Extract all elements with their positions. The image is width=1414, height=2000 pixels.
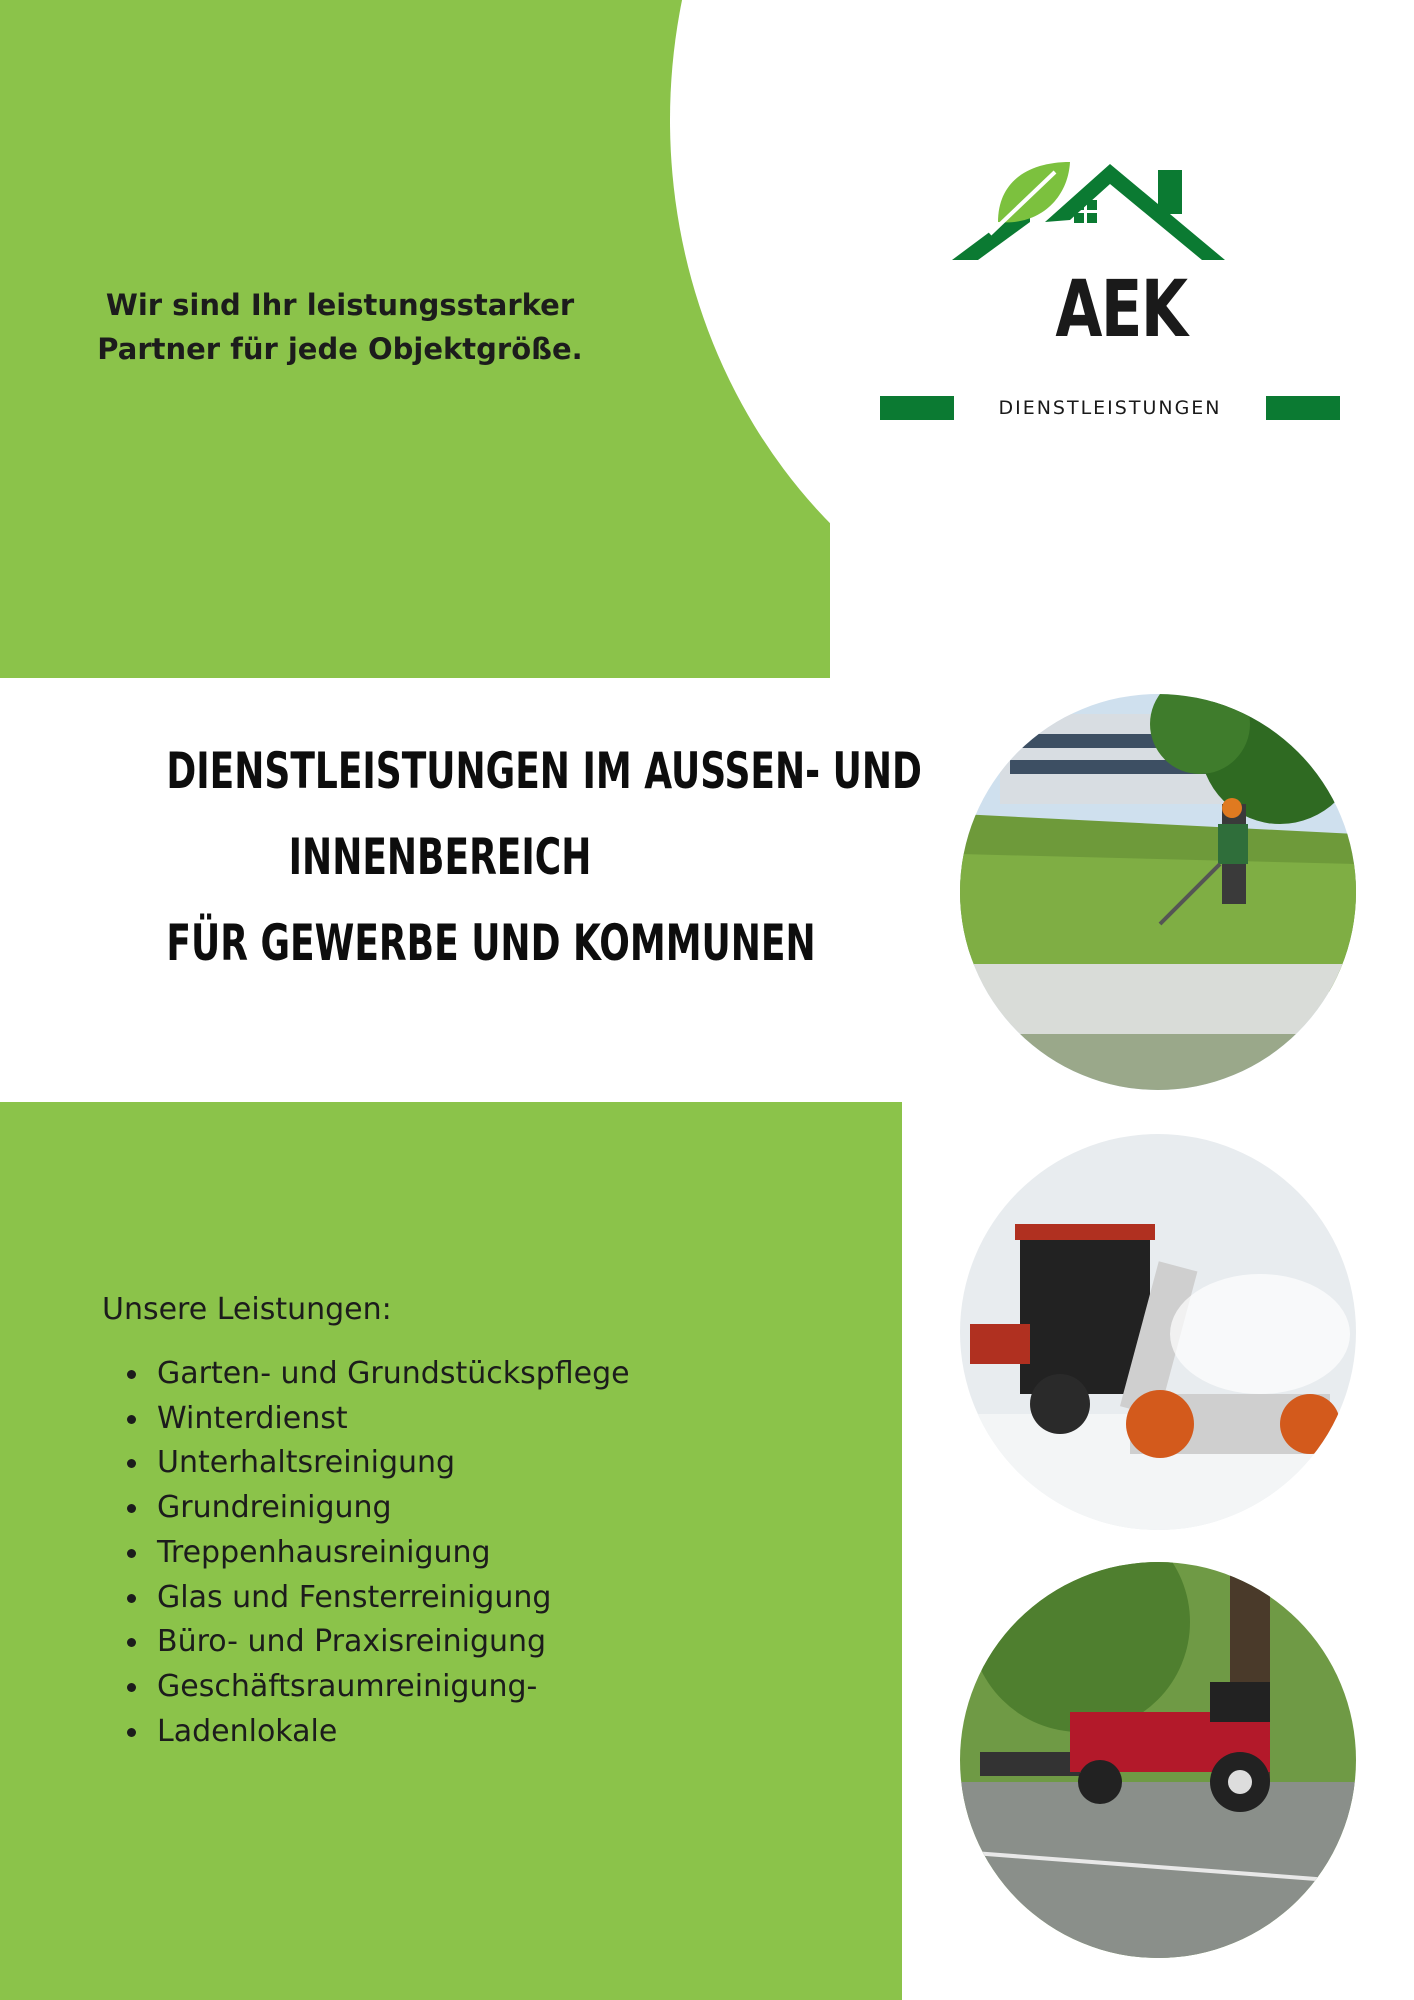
- service-item: Unterhaltsreinigung: [157, 1441, 717, 1486]
- headline-line-2: INNENBEREICH: [288, 828, 592, 886]
- logo-subtitle-bar: [880, 395, 1340, 421]
- photo-grass-trimming: [960, 694, 1356, 1090]
- page-headline: [166, 728, 922, 986]
- tagline-line-1: Wir sind Ihr leistungsstarker: [105, 288, 575, 322]
- service-item-continued: Ladenlokale: [157, 1710, 717, 1755]
- headline-line-3: FÜR GEWERBE UND KOMMUNEN: [166, 914, 816, 972]
- logo-bar-left: [880, 396, 954, 420]
- logo-subtitle: DIENSTLEISTUNGEN: [998, 397, 1222, 419]
- company-logo: [880, 150, 1340, 430]
- service-item: Glas und Fensterreinigung: [157, 1576, 717, 1621]
- service-item: Garten- und Grundstückspflege: [157, 1352, 717, 1397]
- services-list: [157, 1352, 717, 1754]
- tagline-line-2: Partner für jede Objektgröße.: [97, 332, 583, 366]
- logo-bar-right: [1266, 396, 1340, 420]
- service-item: Treppenhausreinigung: [157, 1531, 717, 1576]
- services-title: Unsere Leistungen:: [102, 1292, 392, 1327]
- hero-tagline: [60, 283, 620, 371]
- house-leaf-icon: [880, 150, 1340, 270]
- service-item: Geschäftsraumreinigung-: [157, 1665, 717, 1710]
- service-item: Büro- und Praxisreinigung: [157, 1620, 717, 1665]
- photo-snow-blower: [960, 1134, 1356, 1530]
- photo-ride-on-mower: [960, 1562, 1356, 1958]
- service-item: Winterdienst: [157, 1397, 717, 1442]
- service-item: Grundreinigung: [157, 1486, 717, 1531]
- headline-line-1: DIENSTLEISTUNGEN IM AUSSEN- UND: [166, 742, 922, 800]
- logo-wordmark: AEK: [1055, 265, 1187, 355]
